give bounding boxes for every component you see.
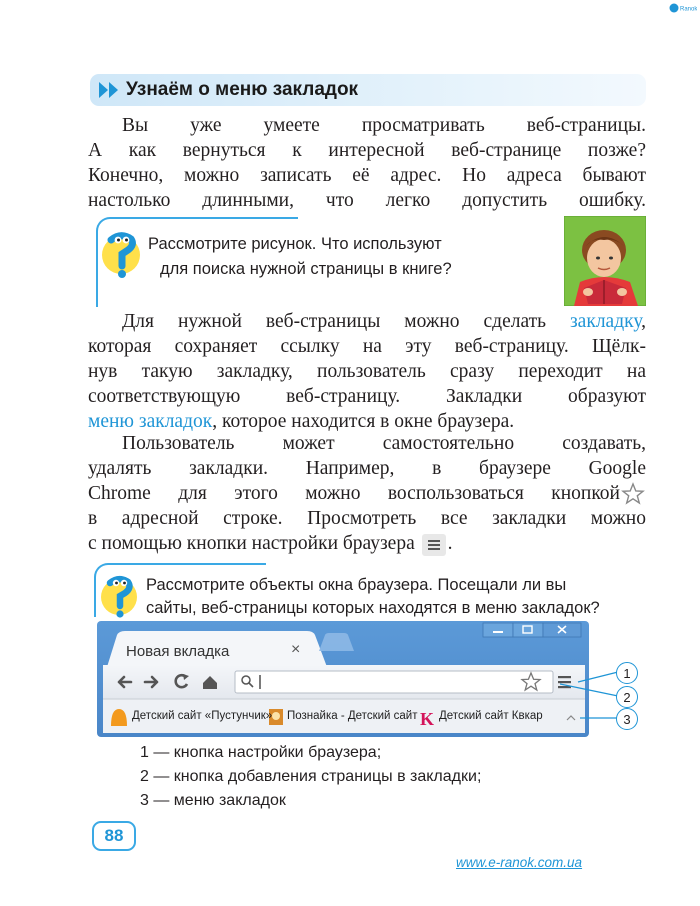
intro-line-3: Конечно, можно записать её адрес. Но адреса бывают bbox=[88, 165, 646, 186]
reload-button[interactable] bbox=[171, 671, 195, 693]
para2-line-2: которая сохраняет ссылку на эту веб-страницу. Щёлк- bbox=[88, 336, 646, 357]
legend-item-3: 3 — меню закладок bbox=[140, 792, 286, 809]
tab-close-button[interactable]: × bbox=[291, 641, 301, 658]
para3-line-4: в адресной строке. Просмотреть все закладки можно bbox=[88, 508, 646, 529]
question-mark-icon bbox=[99, 572, 139, 622]
para2-line-3: нув такую закладку, пользователь сразу переходит на bbox=[88, 361, 646, 382]
svg-text:Ranok: Ranok bbox=[680, 6, 697, 13]
double-arrow-icon bbox=[98, 81, 120, 99]
callout-2: 2 bbox=[616, 686, 638, 708]
intro-line-2: А как вернуться к интересной веб-странице позже? bbox=[88, 140, 646, 161]
question-1-line-2: для поиска нужной страницы в книге? bbox=[160, 260, 452, 278]
paragraph-bookmark-definition bbox=[88, 309, 646, 434]
paragraph-bookmark-usage bbox=[88, 431, 646, 556]
svg-text:K: K bbox=[420, 709, 435, 729]
question-mark-icon bbox=[101, 226, 141, 284]
para3-line-3: Chrome для этого можно воспользоваться кнопкой bbox=[88, 483, 620, 504]
intro-line-4: настолько длинными, что легко допустить ошибку. bbox=[88, 190, 646, 211]
back-button[interactable] bbox=[111, 671, 135, 693]
question-2-line-1: Рассмотрите объекты окна браузера. Посещали ли вы bbox=[146, 576, 567, 594]
question-2-line-2: сайты, веб-страницы которых находятся в меню закладок? bbox=[146, 599, 600, 617]
bookmark-star-button[interactable] bbox=[521, 671, 543, 693]
para2-line-1: Для нужной веб-страницы можно сделать закладку, bbox=[122, 311, 646, 332]
bookmark-item[interactable]: Детский сайт Квкар bbox=[439, 710, 543, 722]
reading-boy-illustration bbox=[564, 216, 646, 306]
term-bookmark: закладку bbox=[569, 311, 642, 332]
publisher-url[interactable]: www.e-ranok.com.ua bbox=[456, 855, 583, 870]
intro-line-1: Вы уже умеете просматривать веб-страницы. bbox=[122, 115, 646, 136]
star-icon bbox=[621, 482, 645, 506]
section-title: Узнаём о меню закладок bbox=[126, 79, 359, 100]
para2-line-5: меню закладок, которое находится в окне браузера. bbox=[88, 411, 515, 432]
intro-paragraph bbox=[88, 113, 646, 213]
publisher-logo bbox=[669, 1, 697, 13]
callout-3: 3 bbox=[616, 708, 638, 730]
callout-1: 1 bbox=[616, 662, 638, 684]
home-button[interactable] bbox=[199, 671, 223, 693]
page-number: 88 bbox=[92, 821, 136, 851]
legend-item-1: 1 — кнопка настройки браузера; bbox=[140, 744, 382, 761]
bookmark-item[interactable]: Познайка - Детский сайт bbox=[287, 710, 418, 722]
para2-line-4: соответствующую веб-страницу. Закладки образуют bbox=[88, 386, 646, 407]
address-input[interactable] bbox=[257, 673, 521, 693]
para3-line-2: удалять закладки. Например, в браузере Google bbox=[88, 458, 646, 479]
question-1-line-1: Рассмотрите рисунок. Что используют bbox=[148, 235, 442, 253]
menu-icon bbox=[422, 534, 446, 556]
para3-line-1: Пользователь может самостоятельно создавать, bbox=[122, 433, 646, 454]
forward-button[interactable] bbox=[139, 671, 163, 693]
bookmark-item[interactable]: Детский сайт «Пустунчик» bbox=[132, 710, 273, 722]
para3-line-5: с помощью кнопки настройки браузера . bbox=[88, 533, 453, 554]
browser-window bbox=[97, 621, 589, 737]
term-bookmark-menu: меню закладок bbox=[88, 411, 213, 432]
legend-item-2: 2 — кнопка добавления страницы в закладки; bbox=[140, 768, 482, 785]
tab-new[interactable]: Новая вкладка bbox=[126, 643, 230, 660]
